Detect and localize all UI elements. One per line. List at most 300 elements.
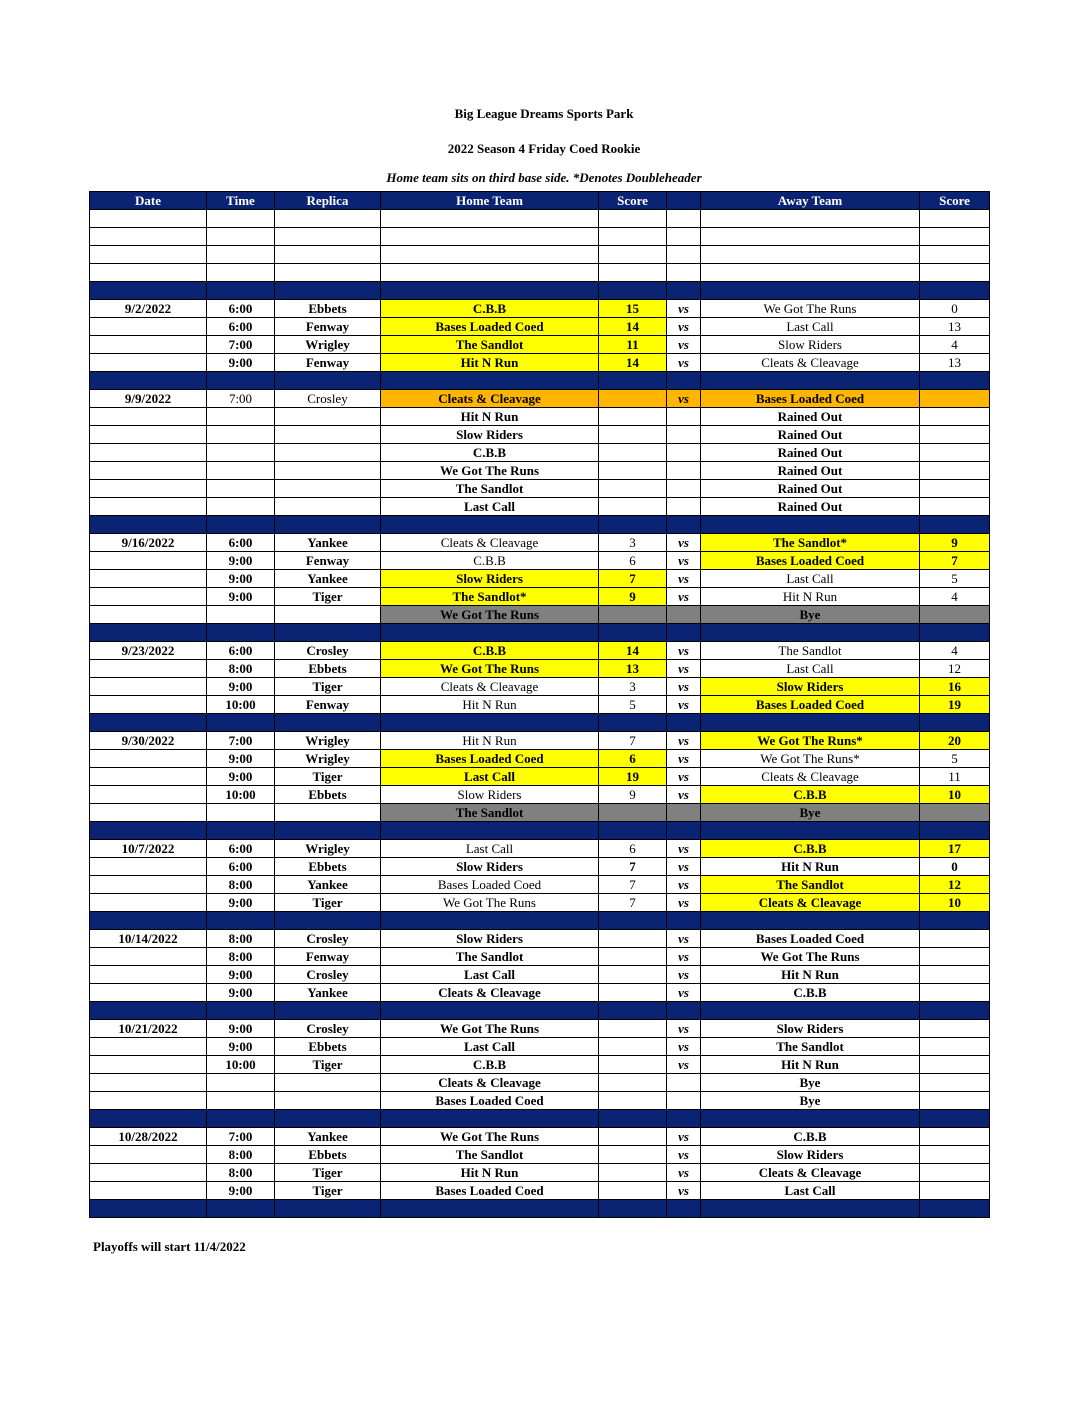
- home-team-cell: [381, 282, 599, 300]
- date-cell: [90, 714, 207, 732]
- home-score-cell: [599, 264, 667, 282]
- away-score-cell: 13: [920, 318, 990, 336]
- home-score-cell: [599, 1038, 667, 1056]
- away-team-cell: The Sandlot: [701, 1038, 920, 1056]
- date-cell: [90, 1110, 207, 1128]
- vs-cell: [667, 1002, 701, 1020]
- date-cell: [90, 606, 207, 624]
- home-score-cell: [599, 984, 667, 1002]
- week-separator: [90, 822, 990, 840]
- time-cell: [207, 462, 275, 480]
- time-cell: [207, 210, 275, 228]
- home-score-cell: 14: [599, 642, 667, 660]
- date-cell: 9/9/2022: [90, 390, 207, 408]
- away-score-cell: [920, 1128, 990, 1146]
- away-team-cell: Last Call: [701, 318, 920, 336]
- table-row: [90, 606, 990, 624]
- away-team-cell: Rained Out: [701, 426, 920, 444]
- field-cell: Ebbets: [275, 660, 381, 678]
- away-team-cell: [701, 516, 920, 534]
- home-team-cell: [381, 372, 599, 390]
- time-cell: 6:00: [207, 534, 275, 552]
- vs-cell: vs: [667, 696, 701, 714]
- away-score-cell: [920, 1182, 990, 1200]
- home-team-cell: C.B.B: [381, 1056, 599, 1074]
- table-row: [90, 840, 990, 858]
- field-cell: [275, 462, 381, 480]
- table-row: [90, 462, 990, 480]
- date-cell: [90, 1164, 207, 1182]
- vs-cell: vs: [667, 732, 701, 750]
- blank-row: [90, 264, 990, 282]
- home-team-cell: Hit N Run: [381, 696, 599, 714]
- field-cell: Crosley: [275, 390, 381, 408]
- field-cell: Fenway: [275, 552, 381, 570]
- home-score-cell: 6: [599, 552, 667, 570]
- home-score-cell: [599, 480, 667, 498]
- away-score-cell: 10: [920, 894, 990, 912]
- table-row: [90, 552, 990, 570]
- home-team-cell: C.B.B: [381, 552, 599, 570]
- table-row: [90, 1164, 990, 1182]
- table-row: [90, 984, 990, 1002]
- away-score-cell: [920, 822, 990, 840]
- field-cell: Wrigley: [275, 750, 381, 768]
- time-cell: 9:00: [207, 768, 275, 786]
- field-cell: Tiger: [275, 894, 381, 912]
- home-score-cell: [599, 390, 667, 408]
- field-cell: [275, 282, 381, 300]
- vs-cell: vs: [667, 678, 701, 696]
- away-score-cell: [920, 264, 990, 282]
- time-cell: [207, 372, 275, 390]
- away-score-cell: 16: [920, 678, 990, 696]
- table-row: [90, 930, 990, 948]
- vs-cell: vs: [667, 948, 701, 966]
- time-cell: 8:00: [207, 876, 275, 894]
- home-score-cell: 6: [599, 840, 667, 858]
- date-cell: 9/16/2022: [90, 534, 207, 552]
- week-separator: [90, 516, 990, 534]
- home-score-cell: [599, 1002, 667, 1020]
- home-score-cell: [599, 948, 667, 966]
- vs-cell: [667, 210, 701, 228]
- home-score-cell: [599, 714, 667, 732]
- away-score-cell: 5: [920, 570, 990, 588]
- vs-cell: [667, 480, 701, 498]
- away-score-cell: [920, 210, 990, 228]
- date-cell: [90, 588, 207, 606]
- vs-cell: [667, 912, 701, 930]
- field-cell: [275, 372, 381, 390]
- blank-row: [90, 210, 990, 228]
- away-team-cell: Slow Riders: [701, 678, 920, 696]
- date-cell: [90, 1092, 207, 1110]
- away-team-cell: [701, 1200, 920, 1218]
- home-score-cell: 7: [599, 858, 667, 876]
- away-score-cell: [920, 624, 990, 642]
- vs-cell: [667, 606, 701, 624]
- time-cell: 6:00: [207, 318, 275, 336]
- date-cell: [90, 498, 207, 516]
- vs-cell: [667, 372, 701, 390]
- time-cell: 9:00: [207, 966, 275, 984]
- home-score-cell: 15: [599, 300, 667, 318]
- vs-cell: [667, 444, 701, 462]
- field-cell: [275, 480, 381, 498]
- date-cell: 10/14/2022: [90, 930, 207, 948]
- away-score-cell: [920, 1110, 990, 1128]
- field-cell: [275, 714, 381, 732]
- field-cell: Crosley: [275, 1020, 381, 1038]
- date-cell: [90, 354, 207, 372]
- table-row: [90, 894, 990, 912]
- home-score-cell: 9: [599, 588, 667, 606]
- time-cell: 8:00: [207, 930, 275, 948]
- home-team-cell: [381, 822, 599, 840]
- date-cell: [90, 822, 207, 840]
- vs-cell: vs: [667, 750, 701, 768]
- table-row: [90, 876, 990, 894]
- away-team-cell: Cleats & Cleavage: [701, 354, 920, 372]
- away-team-cell: The Sandlot: [701, 642, 920, 660]
- field-cell: [275, 426, 381, 444]
- home-team-cell: [381, 1200, 599, 1218]
- away-score-cell: [920, 912, 990, 930]
- week-separator: [90, 912, 990, 930]
- home-team-cell: The Sandlot: [381, 1146, 599, 1164]
- time-cell: [207, 408, 275, 426]
- vs-cell: [667, 822, 701, 840]
- home-score-cell: [599, 498, 667, 516]
- home-score-cell: 19: [599, 768, 667, 786]
- date-cell: [90, 246, 207, 264]
- time-cell: [207, 1002, 275, 1020]
- time-cell: 9:00: [207, 750, 275, 768]
- home-score-cell: [599, 372, 667, 390]
- vs-cell: vs: [667, 318, 701, 336]
- field-cell: [275, 1110, 381, 1128]
- vs-cell: [667, 516, 701, 534]
- home-team-cell: [381, 228, 599, 246]
- home-team-cell: We Got The Runs: [381, 660, 599, 678]
- vs-cell: vs: [667, 1146, 701, 1164]
- away-score-cell: 4: [920, 588, 990, 606]
- field-cell: Yankee: [275, 984, 381, 1002]
- table-row: [90, 426, 990, 444]
- time-cell: 6:00: [207, 840, 275, 858]
- home-score-cell: [599, 1092, 667, 1110]
- away-score-cell: [920, 1038, 990, 1056]
- home-team-cell: Bases Loaded Coed: [381, 750, 599, 768]
- table-row: [90, 318, 990, 336]
- table-row: [90, 786, 990, 804]
- home-team-cell: Last Call: [381, 1038, 599, 1056]
- away-score-cell: [920, 390, 990, 408]
- home-team-cell: [381, 1002, 599, 1020]
- home-score-cell: [599, 228, 667, 246]
- vs-cell: [667, 1200, 701, 1218]
- time-cell: [207, 714, 275, 732]
- date-cell: [90, 336, 207, 354]
- away-team-cell: Hit N Run: [701, 966, 920, 984]
- home-team-cell: Last Call: [381, 840, 599, 858]
- table-row: [90, 732, 990, 750]
- time-cell: 7:00: [207, 336, 275, 354]
- home-score-cell: [599, 822, 667, 840]
- field-cell: [275, 516, 381, 534]
- away-score-cell: 5: [920, 750, 990, 768]
- away-team-cell: Hit N Run: [701, 1056, 920, 1074]
- date-cell: [90, 318, 207, 336]
- home-team-cell: Bases Loaded Coed: [381, 1182, 599, 1200]
- date-cell: [90, 624, 207, 642]
- home-score-cell: [599, 1074, 667, 1092]
- away-score-cell: [920, 426, 990, 444]
- time-cell: 10:00: [207, 696, 275, 714]
- vs-cell: [667, 246, 701, 264]
- away-team-cell: Bye: [701, 1074, 920, 1092]
- home-team-cell: We Got The Runs: [381, 1128, 599, 1146]
- away-score-cell: [920, 408, 990, 426]
- date-cell: [90, 984, 207, 1002]
- home-team-cell: [381, 714, 599, 732]
- away-team-cell: Slow Riders: [701, 1146, 920, 1164]
- date-cell: [90, 426, 207, 444]
- time-cell: [207, 426, 275, 444]
- home-team-cell: [381, 264, 599, 282]
- away-score-cell: [920, 606, 990, 624]
- field-cell: Tiger: [275, 678, 381, 696]
- park-title: Big League Dreams Sports Park: [454, 106, 634, 121]
- home-score-cell: 14: [599, 318, 667, 336]
- home-team-cell: Cleats & Cleavage: [381, 984, 599, 1002]
- home-score-cell: [599, 1020, 667, 1038]
- field-cell: [275, 408, 381, 426]
- date-cell: [90, 966, 207, 984]
- vs-cell: vs: [667, 390, 701, 408]
- time-cell: 7:00: [207, 1128, 275, 1146]
- time-cell: [207, 264, 275, 282]
- vs-cell: vs: [667, 336, 701, 354]
- week-separator: [90, 1002, 990, 1020]
- date-cell: 10/7/2022: [90, 840, 207, 858]
- time-cell: [207, 1092, 275, 1110]
- away-score-cell: 17: [920, 840, 990, 858]
- home-team-cell: Slow Riders: [381, 786, 599, 804]
- away-team-cell: C.B.B: [701, 984, 920, 1002]
- field-cell: Fenway: [275, 318, 381, 336]
- col-away-team: Away Team: [701, 192, 920, 210]
- vs-cell: [667, 624, 701, 642]
- home-score-cell: 3: [599, 534, 667, 552]
- home-score-cell: [599, 1200, 667, 1218]
- time-cell: [207, 1110, 275, 1128]
- date-cell: [90, 858, 207, 876]
- vs-cell: vs: [667, 354, 701, 372]
- date-cell: [90, 282, 207, 300]
- away-team-cell: C.B.B: [701, 840, 920, 858]
- home-team-cell: Cleats & Cleavage: [381, 534, 599, 552]
- home-score-cell: [599, 516, 667, 534]
- field-cell: Tiger: [275, 768, 381, 786]
- field-cell: [275, 264, 381, 282]
- date-cell: [90, 210, 207, 228]
- table-row: [90, 354, 990, 372]
- home-team-cell: Bases Loaded Coed: [381, 1092, 599, 1110]
- week-separator: [90, 282, 990, 300]
- away-score-cell: [920, 516, 990, 534]
- home-score-cell: 7: [599, 732, 667, 750]
- home-team-cell: The Sandlot: [381, 336, 599, 354]
- home-score-cell: 7: [599, 894, 667, 912]
- field-cell: [275, 822, 381, 840]
- away-team-cell: [701, 372, 920, 390]
- vs-cell: [667, 498, 701, 516]
- away-score-cell: 20: [920, 732, 990, 750]
- away-score-cell: 19: [920, 696, 990, 714]
- away-team-cell: Rained Out: [701, 444, 920, 462]
- home-score-cell: [599, 912, 667, 930]
- table-row: [90, 534, 990, 552]
- away-score-cell: 12: [920, 876, 990, 894]
- field-cell: Fenway: [275, 948, 381, 966]
- date-cell: [90, 678, 207, 696]
- home-team-cell: The Sandlot: [381, 480, 599, 498]
- time-cell: 10:00: [207, 1056, 275, 1074]
- vs-cell: vs: [667, 984, 701, 1002]
- week-separator: [90, 372, 990, 390]
- home-score-cell: 5: [599, 696, 667, 714]
- time-cell: 6:00: [207, 642, 275, 660]
- away-team-cell: Rained Out: [701, 498, 920, 516]
- vs-cell: vs: [667, 534, 701, 552]
- table-row: [90, 948, 990, 966]
- away-team-cell: Bye: [701, 606, 920, 624]
- vs-cell: vs: [667, 1038, 701, 1056]
- home-team-cell: [381, 912, 599, 930]
- home-score-cell: [599, 966, 667, 984]
- field-cell: Fenway: [275, 354, 381, 372]
- table-row: [90, 1146, 990, 1164]
- table-row: [90, 768, 990, 786]
- table-row: [90, 1182, 990, 1200]
- field-cell: Tiger: [275, 1164, 381, 1182]
- date-cell: [90, 516, 207, 534]
- vs-cell: vs: [667, 660, 701, 678]
- col-vs: [667, 192, 701, 210]
- date-cell: [90, 1200, 207, 1218]
- date-cell: [90, 570, 207, 588]
- away-score-cell: [920, 966, 990, 984]
- schedule-body: [90, 192, 990, 1218]
- away-score-cell: [920, 1002, 990, 1020]
- home-team-cell: Slow Riders: [381, 930, 599, 948]
- table-row: [90, 444, 990, 462]
- col-time: Time: [207, 192, 275, 210]
- field-cell: Ebbets: [275, 1038, 381, 1056]
- table-row: [90, 696, 990, 714]
- field-cell: [275, 210, 381, 228]
- home-score-cell: [599, 1128, 667, 1146]
- home-score-cell: [599, 282, 667, 300]
- field-cell: Wrigley: [275, 336, 381, 354]
- home-team-cell: Cleats & Cleavage: [381, 390, 599, 408]
- home-score-cell: 3: [599, 678, 667, 696]
- home-team-cell: [381, 624, 599, 642]
- table-row: [90, 804, 990, 822]
- field-cell: [275, 228, 381, 246]
- home-team-cell: Cleats & Cleavage: [381, 1074, 599, 1092]
- time-cell: 6:00: [207, 858, 275, 876]
- date-cell: [90, 228, 207, 246]
- away-team-cell: [701, 624, 920, 642]
- table-row: [90, 1092, 990, 1110]
- home-score-cell: [599, 1182, 667, 1200]
- vs-cell: [667, 1092, 701, 1110]
- away-score-cell: 10: [920, 786, 990, 804]
- away-team-cell: C.B.B: [701, 786, 920, 804]
- home-score-cell: [599, 1110, 667, 1128]
- date-cell: 10/28/2022: [90, 1128, 207, 1146]
- time-cell: 8:00: [207, 1146, 275, 1164]
- away-team-cell: Bases Loaded Coed: [701, 390, 920, 408]
- time-cell: 9:00: [207, 984, 275, 1002]
- table-row: [90, 570, 990, 588]
- table-row: [90, 678, 990, 696]
- away-score-cell: [920, 948, 990, 966]
- away-score-cell: 0: [920, 300, 990, 318]
- away-team-cell: Rained Out: [701, 408, 920, 426]
- away-team-cell: C.B.B: [701, 1128, 920, 1146]
- away-team-cell: We Got The Runs*: [701, 732, 920, 750]
- field-cell: Fenway: [275, 696, 381, 714]
- time-cell: [207, 516, 275, 534]
- col-date: Date: [90, 192, 207, 210]
- away-score-cell: [920, 444, 990, 462]
- time-cell: [207, 822, 275, 840]
- home-team-cell: C.B.B: [381, 642, 599, 660]
- date-cell: [90, 1182, 207, 1200]
- time-cell: [207, 480, 275, 498]
- away-team-cell: Bases Loaded Coed: [701, 696, 920, 714]
- date-cell: [90, 894, 207, 912]
- home-team-cell: Hit N Run: [381, 354, 599, 372]
- home-team-cell: Hit N Run: [381, 408, 599, 426]
- table-row: [90, 498, 990, 516]
- vs-cell: vs: [667, 588, 701, 606]
- time-cell: 7:00: [207, 390, 275, 408]
- week-separator: [90, 714, 990, 732]
- home-score-cell: [599, 1056, 667, 1074]
- away-score-cell: 4: [920, 642, 990, 660]
- vs-cell: vs: [667, 642, 701, 660]
- time-cell: [207, 912, 275, 930]
- date-cell: [90, 750, 207, 768]
- away-score-cell: [920, 246, 990, 264]
- away-score-cell: [920, 1164, 990, 1182]
- home-team-cell: Bases Loaded Coed: [381, 318, 599, 336]
- vs-cell: vs: [667, 1182, 701, 1200]
- vs-cell: vs: [667, 858, 701, 876]
- vs-cell: vs: [667, 786, 701, 804]
- blank-row: [90, 228, 990, 246]
- away-score-cell: [920, 228, 990, 246]
- date-cell: [90, 1146, 207, 1164]
- home-team-cell: Slow Riders: [381, 426, 599, 444]
- vs-cell: [667, 264, 701, 282]
- away-team-cell: [701, 228, 920, 246]
